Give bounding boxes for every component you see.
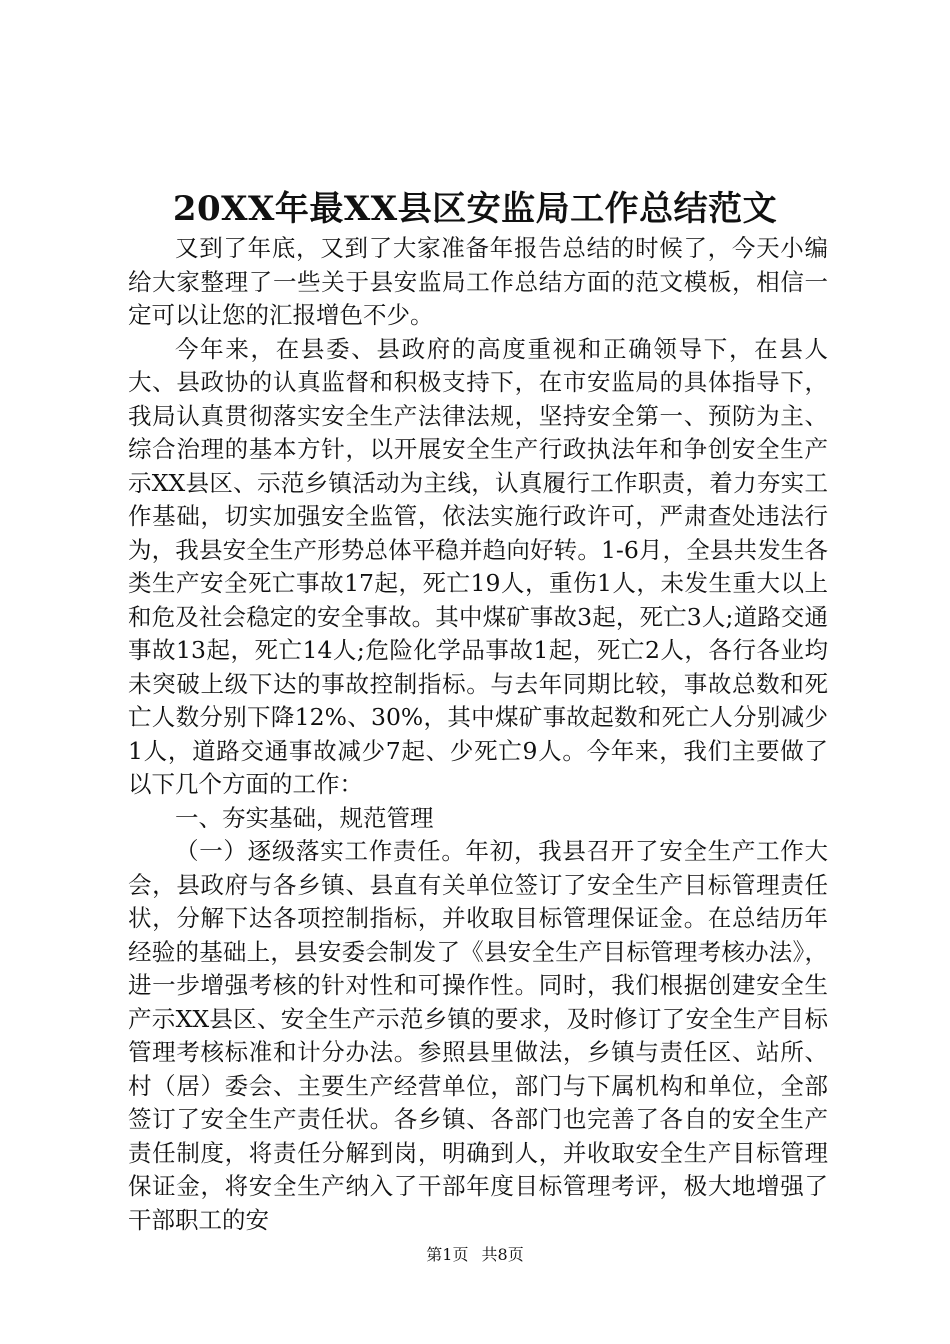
document-title: 20XX年最XX县区安监局工作总结范文 — [172, 189, 778, 229]
document-body — [128, 232, 828, 1237]
page-footer — [0, 1244, 950, 1266]
page-number: 第1页 — [426, 1245, 469, 1264]
summary-paragraph: 今年来，在县委、县政府的高度重视和正确领导下，在县人大、县政协的认真监督和积极支持下，在市安监局的具体指导下，我局认真贯彻落实安全生产法律法规，坚持安全第一、预防为主、综合治理的基本方针，以开展安全生产行政执法年和争创安全生产示XX县区、示范乡镇活动为主线，认真履行工作职责，着力夯实工作基础，切实加强安全监管，依法实施行政许可，严肃查处违法行为，我县安全生产形势总体平稳并趋向好转。1-6月，全县共发生各类生产安全死亡事故17起，死亡19人，重伤1人，未发生重大以上和危及社会稳定的安全事故。其中煤矿事故3起，死亡3人;道路交通事故13起，死亡14人;危险化学品事故1起，死亡2人，各行各业均未突破上级下达的事故控制指标。与去年同期比较，事故总数和死亡人数分别下降12%、30%，其中煤矿事故起数和死亡人分别减少1人，道路交通事故减少7起、少死亡9人。今年来，我们主要做了以下几个方面的工作： — [128, 334, 828, 798]
page-total: 共8页 — [481, 1245, 524, 1264]
section-heading: 一、夯实基础，规范管理 — [175, 803, 434, 832]
intro-paragraph: 又到了年底，又到了大家准备年报告总结的时候了，今天小编给大家整理了一些关于县安监局工作总结方面的范文模板，相信一定可以让您的汇报增色不少。 — [128, 234, 828, 329]
subsection-paragraph: （一）逐级落实工作责任。年初，我县召开了安全生产工作大会，县政府与各乡镇、县直有关单位签订了安全生产目标管理责任状，分解下达各项控制指标，并收取目标管理保证金。在总结历年经验的基础上，县安委会制发了《县安全生产目标管理考核办法》，进一步增强考核的针对性和可操作性。同时，我们根据创建安全生产示XX县区、安全生产示范乡镇的要求，及时修订了安全生产目标管理考核标准和计分办法。参照县里做法，乡镇与责任区、站所、村（居）委会、主要生产经营单位，部门与下属机构和单位，全部签订了安全生产责任状。各乡镇、各部门也完善了各自的安全生产责任制度，将责任分解到岗，明确到人，并收取安全生产目标管理保证金，将安全生产纳入了干部年度目标管理考评，极大地增强了干部职工的安 — [128, 837, 828, 1234]
